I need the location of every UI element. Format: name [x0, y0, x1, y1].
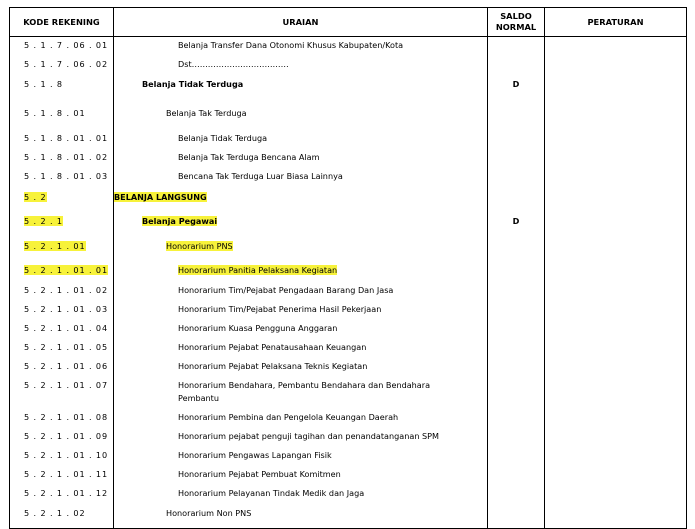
peraturan-cell [545, 505, 687, 529]
saldo-normal-cell [488, 485, 545, 505]
account-code-cell [10, 466, 114, 485]
account-code-table [9, 7, 687, 529]
description-cell [114, 282, 488, 301]
table-row [10, 168, 687, 189]
table-row [10, 466, 687, 485]
account-description: Honorarium Bendahara, Pembantu Bendahara dan Bendahara [178, 380, 431, 390]
saldo-normal-cell [488, 339, 545, 358]
peraturan-cell [545, 409, 687, 428]
description-cell [114, 130, 488, 149]
table-row [10, 339, 687, 358]
table-row [10, 262, 687, 282]
peraturan-cell [545, 213, 687, 238]
table-row [10, 213, 687, 238]
description-cell [114, 466, 488, 485]
table-row [10, 505, 687, 529]
saldo-normal-cell [488, 428, 545, 447]
saldo-normal-cell [488, 76, 545, 105]
account-description: Honorarium pejabat penguji tagihan dan penandatanganan SPM [178, 431, 440, 441]
saldo-normal-cell [488, 149, 545, 168]
account-description: Honorarium Kuasa Pengguna Anggaran [178, 323, 338, 333]
account-code: 5 . 1 . 7 . 06 . 01 [24, 40, 109, 50]
account-code-cell [10, 377, 114, 409]
saldo-normal-cell [488, 320, 545, 339]
description-cell [114, 377, 488, 409]
peraturan-cell [545, 262, 687, 282]
table-row [10, 428, 687, 447]
saldo-normal-cell [488, 466, 545, 485]
saldo-normal-cell [488, 168, 545, 189]
peraturan-cell [545, 56, 687, 76]
table-row [10, 238, 687, 262]
account-code-cell [10, 282, 114, 301]
account-code: 5 . 1 . 8 . 01 . 03 [24, 171, 109, 181]
saldo-normal-cell [488, 262, 545, 282]
table-row [10, 358, 687, 377]
account-code-cell [10, 168, 114, 189]
account-description: Honorarium Pembina dan Pengelola Keuangan Daerah [178, 412, 399, 422]
account-code: 5 . 2 . 1 . 01 . 08 [24, 412, 109, 422]
account-code-cell [10, 213, 114, 238]
header-kode-rekening: KODE REKENING [10, 8, 114, 37]
account-description: Belanja Pegawai [142, 216, 218, 226]
description-cell [114, 213, 488, 238]
peraturan-cell [545, 428, 687, 447]
account-code: 5 . 2 . 1 . 01 . 02 [24, 285, 109, 295]
account-description: Honorarium Pejabat Penatausahaan Keuangan [178, 342, 367, 352]
description-cell [114, 485, 488, 505]
table-row [10, 447, 687, 466]
account-description: Honorarium Tim/Pejabat Pengadaan Barang Dan Jasa [178, 285, 394, 295]
account-description: Dst……………………………… [178, 59, 289, 69]
description-cell [114, 189, 488, 213]
table-row [10, 409, 687, 428]
peraturan-cell [545, 320, 687, 339]
account-description: Honorarium Pejabat Pembuat Komitmen [178, 469, 341, 479]
account-code: 5 . 2 . 1 [24, 216, 63, 226]
account-description: Belanja Tidak Terduga [142, 79, 244, 89]
account-code-cell [10, 105, 114, 130]
account-code: 5 . 2 . 1 . 01 . 11 [24, 469, 109, 479]
account-code-cell [10, 262, 114, 282]
description-cell [114, 447, 488, 466]
account-description: Honorarium Non PNS [166, 508, 252, 518]
account-code-cell [10, 56, 114, 76]
account-code-cell [10, 130, 114, 149]
peraturan-cell [545, 238, 687, 262]
description-cell [114, 168, 488, 189]
saldo-normal-cell [488, 447, 545, 466]
account-description: Belanja Transfer Dana Otonomi Khusus Kabupaten/Kota [178, 40, 404, 50]
account-code-cell [10, 320, 114, 339]
saldo-normal-cell [488, 56, 545, 76]
description-cell [114, 149, 488, 168]
description-cell [114, 505, 488, 529]
account-description-continued: Pembantu [178, 393, 219, 403]
account-code: 5 . 2 [24, 192, 47, 202]
account-code-cell [10, 301, 114, 320]
peraturan-cell [545, 105, 687, 130]
account-code: 5 . 2 . 1 . 02 [24, 508, 86, 518]
peraturan-cell [545, 282, 687, 301]
description-cell [114, 56, 488, 76]
saldo-normal-cell [488, 282, 545, 301]
peraturan-cell [545, 301, 687, 320]
table-row [10, 485, 687, 505]
account-code-cell [10, 149, 114, 168]
description-cell [114, 339, 488, 358]
peraturan-cell [545, 130, 687, 149]
account-code-cell [10, 485, 114, 505]
saldo-normal-cell [488, 409, 545, 428]
peraturan-cell [545, 37, 687, 57]
peraturan-cell [545, 485, 687, 505]
peraturan-cell [545, 189, 687, 213]
account-code-cell [10, 505, 114, 529]
table-row [10, 149, 687, 168]
description-cell [114, 105, 488, 130]
account-code: 5 . 1 . 8 . 01 [24, 108, 86, 118]
description-cell [114, 301, 488, 320]
description-cell [114, 358, 488, 377]
header-saldo-line2: NORMAL [495, 22, 537, 32]
table-row [10, 282, 687, 301]
table-row [10, 320, 687, 339]
account-code: 5 . 1 . 8 . 01 . 01 [24, 133, 109, 143]
saldo-normal-cell [488, 213, 545, 238]
account-code: 5 . 2 . 1 . 01 . 09 [24, 431, 109, 441]
account-code: 5 . 2 . 1 . 01 . 01 [24, 265, 109, 275]
account-description: Belanja Tidak Terduga [178, 133, 268, 143]
account-description: Honorarium Tim/Pejabat Penerima Hasil Pekerjaan [178, 304, 382, 314]
peraturan-cell [545, 76, 687, 105]
account-description: Honorarium Pejabat Pelaksana Teknis Kegiatan [178, 361, 368, 371]
saldo-normal-cell [488, 505, 545, 529]
account-code: 5 . 2 . 1 . 01 . 03 [24, 304, 109, 314]
peraturan-cell [545, 466, 687, 485]
account-code-cell [10, 189, 114, 213]
saldo-normal-cell [488, 37, 545, 57]
account-description: BELANJA LANGSUNG [114, 192, 207, 202]
peraturan-cell [545, 447, 687, 466]
table-row [10, 76, 687, 105]
saldo-normal-cell [488, 189, 545, 213]
header-saldo-normal [488, 8, 545, 37]
peraturan-cell [545, 358, 687, 377]
account-code: 5 . 2 . 1 . 01 [24, 241, 86, 251]
description-cell [114, 409, 488, 428]
table-row [10, 130, 687, 149]
account-code: 5 . 1 . 8 . 01 . 02 [24, 152, 109, 162]
saldo-normal-value: D [512, 216, 520, 226]
table-body [10, 37, 687, 529]
table-row [10, 56, 687, 76]
account-code: 5 . 1 . 8 [24, 79, 63, 89]
account-code-cell [10, 358, 114, 377]
account-code: 5 . 2 . 1 . 01 . 04 [24, 323, 109, 333]
account-code: 5 . 2 . 1 . 01 . 07 [24, 380, 109, 390]
account-code: 5 . 2 . 1 . 01 . 12 [24, 488, 109, 498]
table-row [10, 37, 687, 57]
saldo-normal-value: D [512, 79, 520, 89]
header-peraturan: PERATURAN [545, 8, 687, 37]
account-description: Bencana Tak Terduga Luar Biasa Lainnya [178, 171, 343, 181]
peraturan-cell [545, 168, 687, 189]
header-uraian: URAIAN [114, 8, 488, 37]
table-row [10, 105, 687, 130]
account-code-cell [10, 428, 114, 447]
peraturan-cell [545, 377, 687, 409]
peraturan-cell [545, 149, 687, 168]
account-description: Honorarium PNS [166, 241, 233, 251]
table-row [10, 301, 687, 320]
saldo-normal-cell [488, 105, 545, 130]
account-code: 5 . 2 . 1 . 01 . 05 [24, 342, 109, 352]
saldo-normal-cell [488, 130, 545, 149]
account-description: Honorarium Pengawas Lapangan Fisik [178, 450, 332, 460]
account-description: Belanja Tak Terduga [166, 108, 247, 118]
header-saldo-line1: SALDO [500, 11, 532, 21]
saldo-normal-cell [488, 377, 545, 409]
description-cell [114, 238, 488, 262]
description-cell [114, 37, 488, 57]
saldo-normal-cell [488, 238, 545, 262]
account-code-cell [10, 447, 114, 466]
saldo-normal-cell [488, 358, 545, 377]
table-header [10, 8, 687, 37]
account-description: Belanja Tak Terduga Bencana Alam [178, 152, 320, 162]
account-code-cell [10, 409, 114, 428]
account-code-cell [10, 76, 114, 105]
account-code: 5 . 2 . 1 . 01 . 10 [24, 450, 109, 460]
description-cell [114, 262, 488, 282]
table-row [10, 377, 687, 409]
peraturan-cell [545, 339, 687, 358]
account-code: 5 . 1 . 7 . 06 . 02 [24, 59, 109, 69]
table-row [10, 189, 687, 213]
description-cell [114, 76, 488, 105]
account-description: Honorarium Panitia Pelaksana Kegiatan [178, 265, 338, 275]
account-code: 5 . 2 . 1 . 01 . 06 [24, 361, 109, 371]
account-code-cell [10, 37, 114, 57]
description-cell [114, 428, 488, 447]
description-cell [114, 320, 488, 339]
account-code-cell [10, 238, 114, 262]
account-description: Honorarium Pelayanan Tindak Medik dan Jaga [178, 488, 365, 498]
saldo-normal-cell [488, 301, 545, 320]
account-code-cell [10, 339, 114, 358]
